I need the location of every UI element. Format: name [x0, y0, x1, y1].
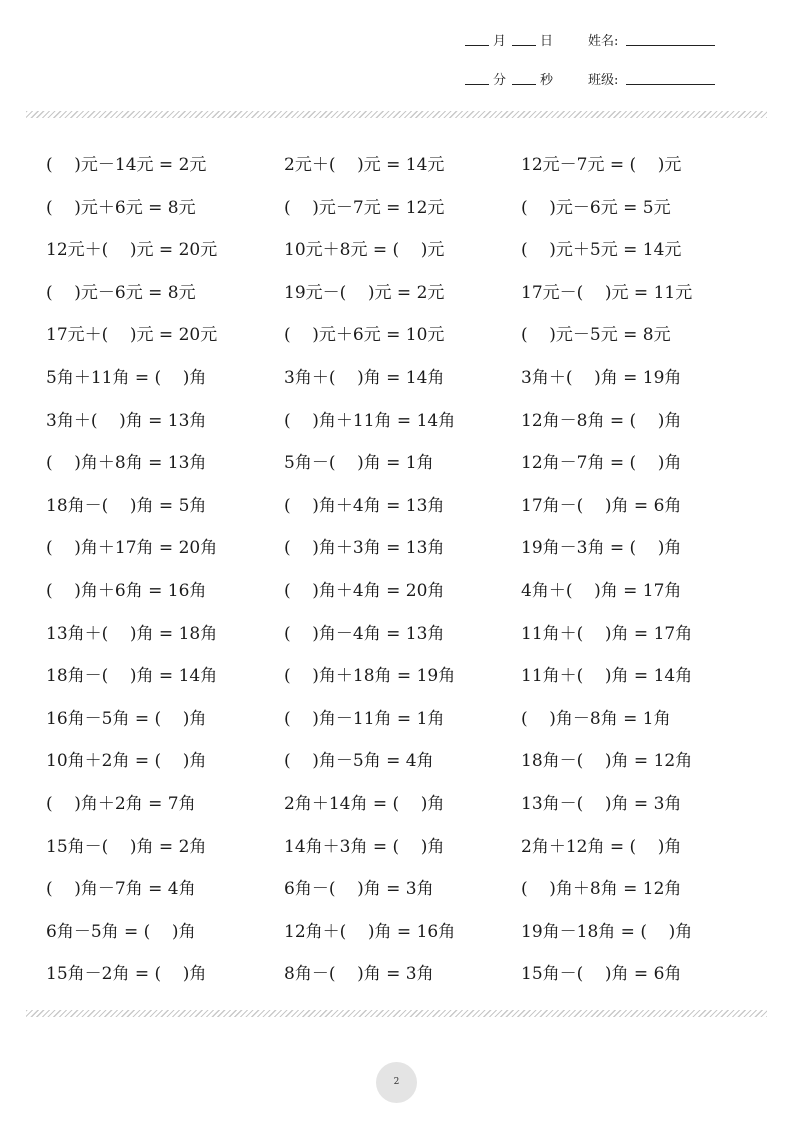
problem-item: ( )元－6元 = 5元 [521, 197, 671, 218]
problem-item: ( )角＋8角 = 12角 [521, 879, 682, 900]
problem-grid [46, 144, 766, 996]
minute-label: 分 [493, 73, 507, 88]
problem-item: 12元＋( )元 = 20元 [46, 240, 218, 261]
class-label: 班级: [588, 73, 619, 88]
problem-item: 8角－( )角 = 3角 [284, 964, 434, 985]
problem-item: 15角－2角 = ( )角 [46, 964, 207, 985]
problem-item: ( )角＋4角 = 13角 [284, 495, 445, 516]
name-blank[interactable] [626, 45, 715, 46]
problem-item: 11角＋( )角 = 17角 [521, 623, 693, 644]
problem-row [46, 868, 766, 911]
problem-item: ( )元＋6元 = 10元 [284, 325, 445, 346]
problem-row [46, 783, 766, 826]
problem-item: ( )元－7元 = 12元 [284, 197, 445, 218]
problem-row [46, 357, 766, 400]
problem-item: ( )角＋6角 = 16角 [46, 580, 207, 601]
problem-row [46, 314, 766, 357]
top-divider [26, 111, 767, 118]
problem-row [46, 698, 766, 741]
second-label: 秒 [540, 73, 554, 88]
problem-item: 2角＋14角 = ( )角 [284, 793, 445, 814]
date-name-row [465, 31, 725, 53]
problem-item: ( )元－6元 = 8元 [46, 282, 196, 303]
problem-row [46, 613, 766, 656]
bottom-divider [26, 1010, 767, 1017]
problem-row [46, 740, 766, 783]
worksheet-header [0, 0, 793, 110]
problem-item: 3角＋( )角 = 19角 [521, 367, 682, 388]
problem-row [46, 442, 766, 485]
problem-item: 5角＋11角 = ( )角 [46, 367, 207, 388]
problem-item: 18角－( )角 = 14角 [46, 666, 218, 687]
problem-row [46, 144, 766, 187]
problem-row [46, 527, 766, 570]
problem-item: ( )角＋4角 = 20角 [284, 580, 445, 601]
problem-item: 6角－5角 = ( )角 [46, 921, 196, 942]
problem-item: 15角－( )角 = 2角 [46, 836, 207, 857]
problem-item: ( )角－7角 = 4角 [46, 879, 196, 900]
problem-row [46, 400, 766, 443]
problem-item: ( )角＋17角 = 20角 [46, 538, 218, 559]
problem-item: 19元－( )元 = 2元 [284, 282, 445, 303]
month-blank[interactable] [465, 45, 489, 46]
problem-item: 2元＋( )元 = 14元 [284, 155, 445, 175]
problem-item: 17角－( )角 = 6角 [521, 495, 682, 516]
problem-row [46, 570, 766, 613]
problem-row [46, 187, 766, 230]
problem-item: 4角＋( )角 = 17角 [521, 580, 682, 601]
problem-item: 17元＋( )元 = 20元 [46, 325, 218, 346]
problem-item: 14角＋3角 = ( )角 [284, 836, 445, 857]
page-number-badge: 2 [376, 1062, 417, 1103]
problem-item: 19角－3角 = ( )角 [521, 538, 682, 559]
problem-item: 2角＋12角 = ( )角 [521, 836, 682, 857]
problem-row [46, 826, 766, 869]
problem-item: ( )元＋5元 = 14元 [521, 240, 682, 261]
month-label: 月 [493, 34, 507, 49]
problem-item: 3角＋( )角 = 13角 [46, 410, 207, 431]
second-blank[interactable] [512, 84, 536, 85]
problem-item: 16角－5角 = ( )角 [46, 708, 207, 729]
problem-row [46, 655, 766, 698]
problem-row [46, 911, 766, 954]
problem-item: 6角－( )角 = 3角 [284, 879, 434, 900]
problem-item: 10角＋2角 = ( )角 [46, 751, 207, 772]
problem-item: ( )角＋2角 = 7角 [46, 793, 196, 814]
name-label: 姓名: [588, 34, 619, 49]
problem-item: 17元－( )元 = 11元 [521, 282, 693, 303]
day-blank[interactable] [512, 45, 536, 46]
problem-item: 11角＋( )角 = 14角 [521, 666, 693, 687]
problem-item: 18角－( )角 = 12角 [521, 751, 693, 772]
problem-item: 3角＋( )角 = 14角 [284, 367, 445, 388]
problem-item: ( )元－14元 = 2元 [46, 155, 207, 175]
time-class-row [465, 70, 725, 92]
problem-item: ( )角＋3角 = 13角 [284, 538, 445, 559]
problem-item: ( )元－5元 = 8元 [521, 325, 671, 346]
problem-item: ( )角＋8角 = 13角 [46, 453, 207, 474]
problem-item: 12角－8角 = ( )角 [521, 410, 682, 431]
problem-item: 13角＋( )角 = 18角 [46, 623, 218, 644]
problem-item: ( )角－11角 = 1角 [284, 708, 445, 729]
problem-item: ( )角－5角 = 4角 [284, 751, 434, 772]
problem-row [46, 485, 766, 528]
problem-item: 12元－7元 = ( )元 [521, 155, 682, 175]
problem-item: ( )元＋6元 = 8元 [46, 197, 196, 218]
problem-item: ( )角＋11角 = 14角 [284, 410, 456, 431]
problem-item: 15角－( )角 = 6角 [521, 964, 682, 985]
problem-item: 18角－( )角 = 5角 [46, 495, 207, 516]
problem-item: 19角－18角 = ( )角 [521, 921, 693, 942]
problem-item: 5角－( )角 = 1角 [284, 453, 434, 474]
problem-item: ( )角－4角 = 13角 [284, 623, 445, 644]
problem-item: 12角－7角 = ( )角 [521, 453, 682, 474]
problem-item: ( )角＋18角 = 19角 [284, 666, 456, 687]
problem-item: 10元＋8元 = ( )元 [284, 240, 445, 261]
problem-item: ( )角－8角 = 1角 [521, 708, 671, 729]
problem-row [46, 953, 766, 996]
problem-item: 13角－( )角 = 3角 [521, 793, 682, 814]
problem-item: 12角＋( )角 = 16角 [284, 921, 456, 942]
problem-row [46, 229, 766, 272]
class-blank[interactable] [626, 84, 715, 85]
minute-blank[interactable] [465, 84, 489, 85]
problem-row [46, 272, 766, 315]
day-label: 日 [540, 34, 554, 49]
